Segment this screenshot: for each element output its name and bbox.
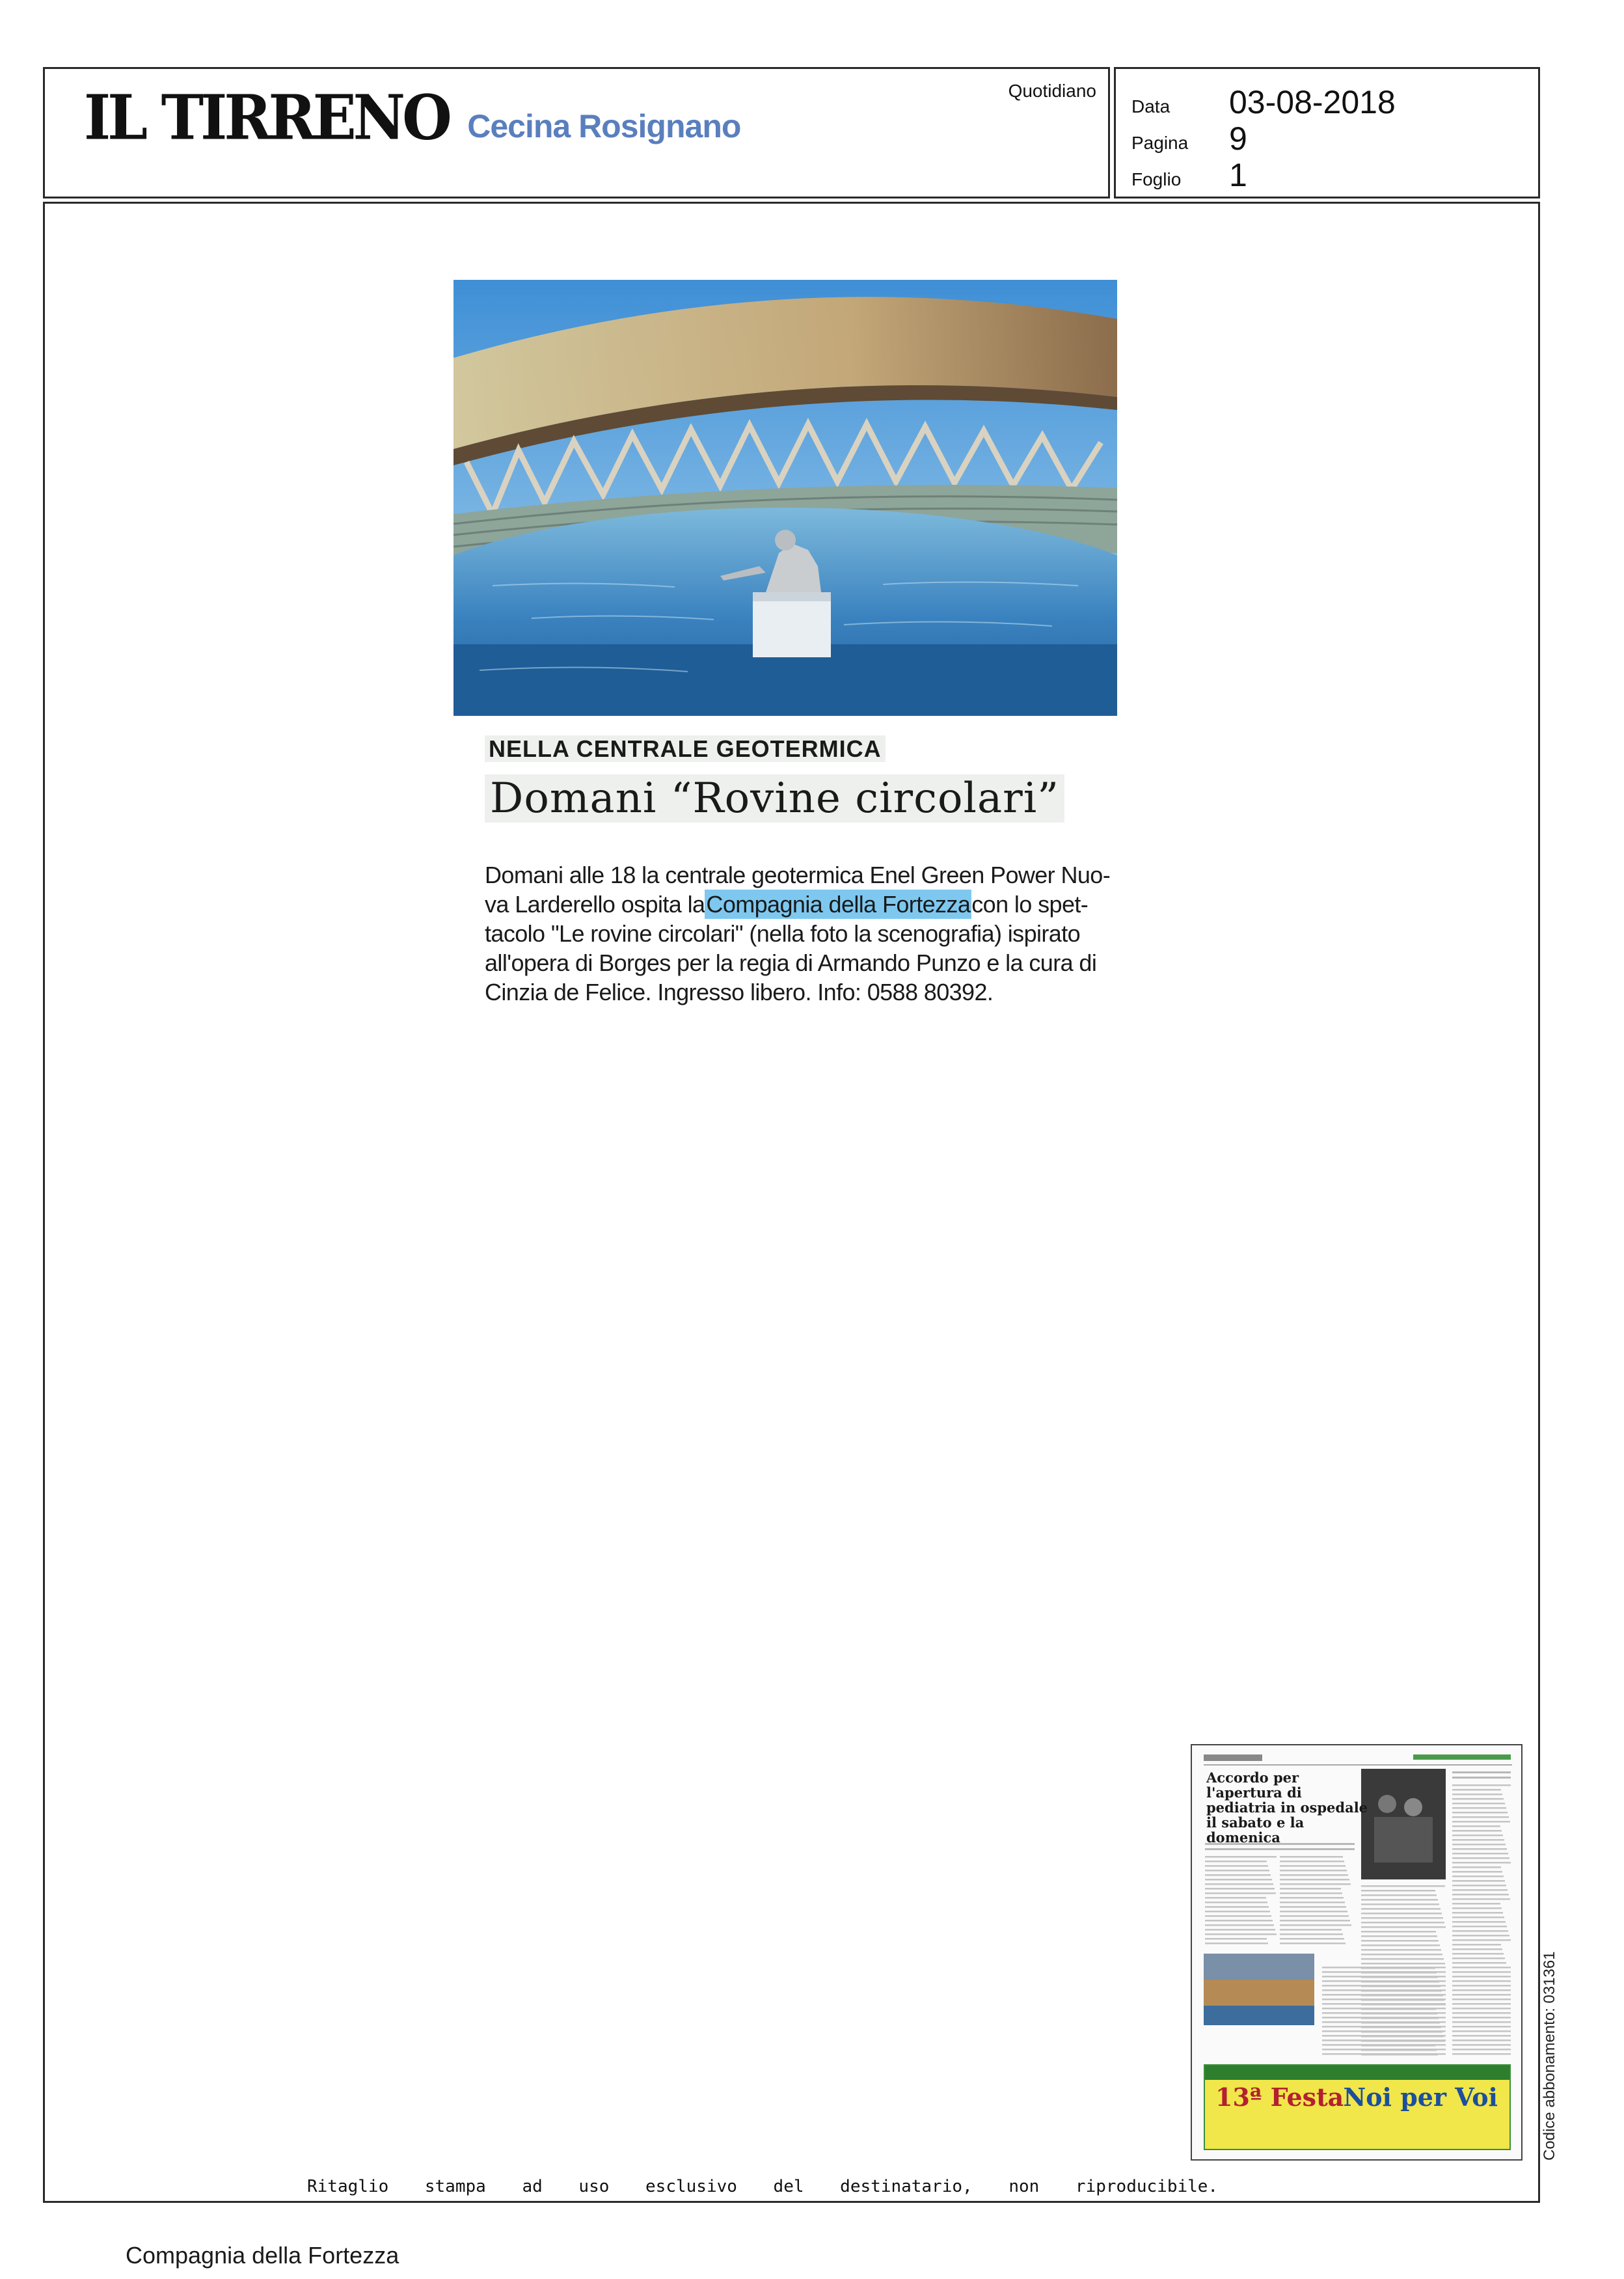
article-line-5-text: Cinzia de Felice. Ingresso libero. Info: 0588 80392. xyxy=(485,979,994,1005)
page-thumbnail xyxy=(1191,1744,1522,2161)
newspaper-name: IL TIRRENO xyxy=(84,80,449,154)
source-name: Compagnia della Fortezza xyxy=(126,2242,399,2269)
article-body xyxy=(485,860,1111,1007)
thumbnail-headline: Accordo per l'apertura di pediatria in ospedale il sabato e la domenica xyxy=(1206,1769,1368,1846)
meta-value-date: 03-08-2018 xyxy=(1229,84,1396,120)
article-line-3-text: tacolo "Le rovine circolari" (nella foto la scenografia) ispirato xyxy=(485,920,1081,947)
thumbnail-advertisement xyxy=(1204,2064,1511,2150)
ad-banner-strip xyxy=(1205,2066,1509,2080)
article-photo xyxy=(453,280,1117,716)
meta-label-sheet: Foglio xyxy=(1131,169,1182,189)
meta-value-sheet: 1 xyxy=(1229,157,1247,193)
article-line-5 xyxy=(485,977,1090,1007)
article-line-1 xyxy=(485,860,1111,890)
newspaper-edition: Cecina Rosignano xyxy=(467,108,741,144)
masthead xyxy=(84,80,741,154)
meta-label-date: Data xyxy=(1131,96,1171,116)
header-masthead-box xyxy=(43,67,1110,198)
header-meta-box xyxy=(1114,67,1540,198)
article-line-3 xyxy=(485,919,1090,948)
clipping-notice-text: Ritaglio stampa ad uso esclusivo del destinatario, non riproducibile. xyxy=(307,2177,1219,2196)
article-line-2-start: va Larderello ospita la xyxy=(485,891,705,918)
meta-label-page: Pagina xyxy=(1131,133,1189,153)
article-line-2 xyxy=(485,890,1090,919)
ad-festa-text: 13ª Festa xyxy=(1215,2082,1344,2112)
article-line-2-end: con lo spet- xyxy=(971,891,1089,918)
article-kicker: NELLA CENTRALE GEOTERMICA xyxy=(485,735,886,762)
publication-type: Quotidiano xyxy=(1008,81,1096,101)
meta-value-page: 9 xyxy=(1229,120,1247,157)
clipping-notice xyxy=(43,2177,1540,2196)
article-kicker-wrap xyxy=(485,735,886,763)
article-line-1-text: Domani alle 18 la centrale geotermica Enel Green Power Nuo- xyxy=(485,862,1111,888)
highlighted-company-name: Compagnia della Fortezza xyxy=(706,891,971,918)
subscription-code: Codice abbonamento: 031361 xyxy=(1541,1951,1558,2161)
ad-noi-text: Noi per Voi xyxy=(1343,2082,1498,2112)
article-line-4 xyxy=(485,948,1097,977)
article-line-4-text: all'opera di Borges per la regia di Armando Punzo e la cura di xyxy=(485,949,1097,976)
article-headline: Domani “Rovine circolari” xyxy=(485,774,1064,823)
